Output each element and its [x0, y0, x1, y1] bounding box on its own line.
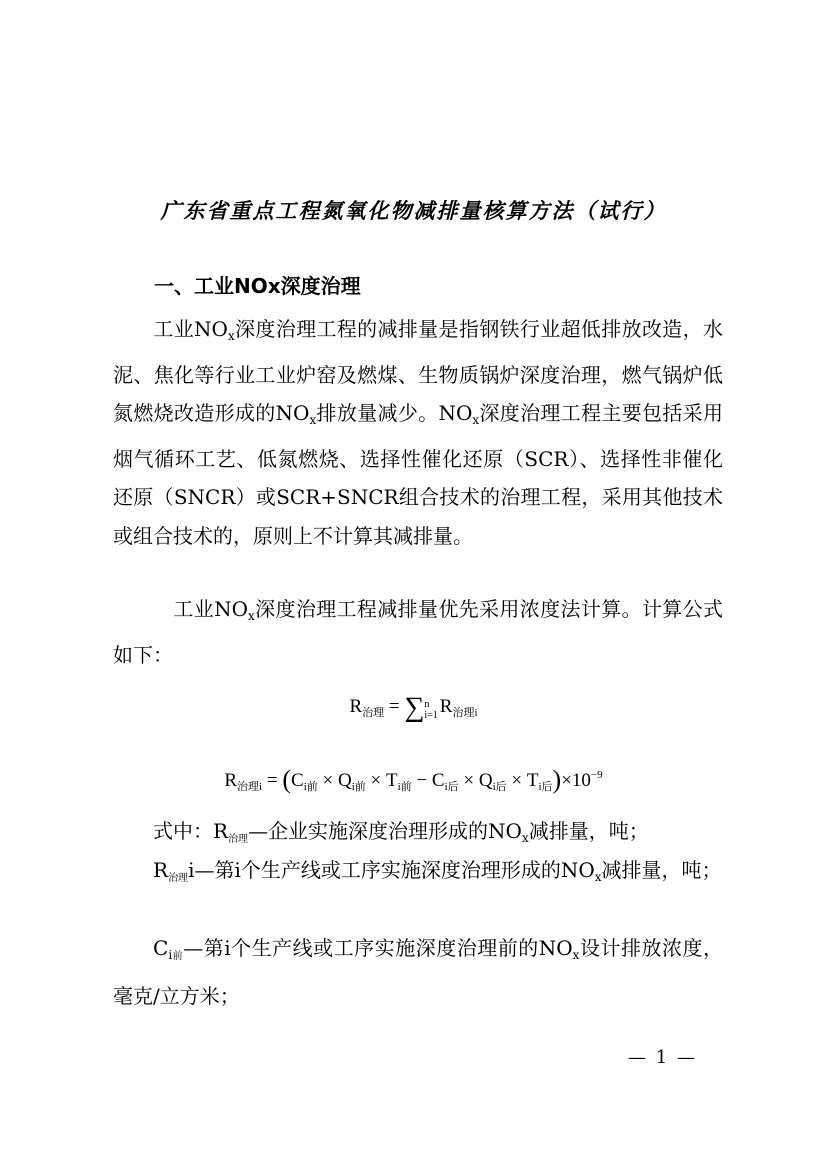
f2-c2-sub: i后 — [444, 781, 459, 793]
f2-t1: T — [385, 770, 398, 791]
f1-eq: = — [388, 696, 400, 717]
f1-limits — [424, 699, 437, 721]
page-number: — 1 — — [628, 1047, 697, 1068]
def2-sub-x: x — [594, 870, 602, 884]
paragraph-definition — [113, 310, 723, 555]
f2-ten: 10 — [571, 770, 591, 791]
f1-lower: i=1 — [424, 710, 438, 721]
formula-per-line — [0, 760, 827, 802]
f2-q2-sub: i后 — [492, 781, 507, 793]
f2-lhs: R — [224, 770, 238, 791]
def1-c: 减排量，吨； — [528, 819, 649, 843]
def3-a: C — [153, 936, 169, 960]
f2-times3: × — [463, 770, 475, 791]
p1-c: 排放量减少。NO — [316, 401, 473, 425]
p1-d: 深度治理工程主要包括采用烟气循环工艺、低氮燃烧、选择性催化还原（SCR）、选择性非催化还原（SNCR）或SCR+SNCR组合技术的治理工程，采用其他技术或组合技术的，原则上不计算其减排量。 — [113, 401, 723, 548]
f2-times2: × — [370, 770, 382, 791]
f1-sum: ∑ — [404, 692, 425, 723]
f2-t2: T — [526, 770, 539, 791]
f2-q1: Q — [337, 770, 352, 791]
document-title: 广东省重点工程氮氧化物减排量核算方法（试行） — [160, 198, 667, 223]
f2-q1-sub: i前 — [351, 781, 366, 793]
f2-eq: = — [266, 770, 278, 791]
f2-t1-sub: i前 — [397, 781, 412, 793]
f1-upper: n — [424, 699, 430, 710]
f2-close: ) — [552, 765, 562, 794]
def2-c: 减排量，吨； — [601, 858, 722, 882]
f2-q2: Q — [478, 770, 493, 791]
def2-sub: 治理 — [168, 873, 189, 884]
def2-b: i—第i个生产线或工序实施深度治理形成的NO — [188, 858, 595, 882]
p1-b: 深度治理工程的减排量是指钢铁行业超低排放改造，水泥、焦化等行业工业炉窑及燃煤、生物质锅炉深度治理，燃气锅炉低氮燃烧改造形成的NO — [113, 317, 723, 425]
def1-sub: 治理 — [228, 834, 249, 845]
def3-sub1: i — [168, 948, 173, 962]
f1-rhs: R — [439, 696, 453, 717]
def3-sub2: 前 — [172, 951, 184, 962]
p2-b: 深度治理工程减排量优先采用浓度法计算。计算公式如下： — [113, 597, 724, 667]
def2-a: R — [153, 858, 169, 882]
p1-sub-x: x — [227, 329, 235, 343]
f2-t2-sub: i后 — [538, 781, 553, 793]
def1-sub-x: x — [521, 831, 529, 845]
f1-lhs: R — [349, 696, 363, 717]
definition-c-before — [113, 929, 723, 1015]
p2-sub-x: x — [247, 609, 255, 623]
def3-sub-x: x — [572, 948, 580, 962]
p1-sub-x3: x — [472, 413, 480, 427]
paragraph-method — [113, 590, 723, 674]
f2-times5: × — [561, 770, 572, 791]
p1-a: 工业NO — [153, 317, 228, 341]
p2-a: 工业NO — [173, 597, 248, 621]
f2-lhs-sub: 治理i — [237, 781, 263, 793]
definition-r-line — [113, 851, 723, 899]
def3-c: 设计排放浓度，毫克/立方米； — [113, 936, 724, 1008]
p1-sub-x2: x — [309, 413, 317, 427]
f2-minus: − — [416, 770, 428, 791]
f2-times1: × — [322, 770, 334, 791]
f1-lhs-sub: 治理 — [362, 707, 385, 719]
f2-times4: × — [511, 770, 523, 791]
f2-open: ( — [282, 765, 291, 794]
def3-b: —第i个生产线或工序实施深度治理前的NO — [183, 936, 573, 960]
f2-c2: C — [431, 770, 445, 791]
def1-b: —企业实施深度治理形成的NO — [248, 819, 522, 843]
f1-rhs-sub: 治理i — [452, 707, 478, 719]
section-heading: 一、工业NOx深度治理 — [154, 274, 361, 298]
f2-c1-sub: i前 — [303, 781, 318, 793]
f2-c1: C — [291, 770, 304, 791]
formula-total — [0, 692, 827, 728]
def1-a: 式中：R — [153, 819, 229, 843]
f2-exp: −9 — [590, 769, 603, 781]
